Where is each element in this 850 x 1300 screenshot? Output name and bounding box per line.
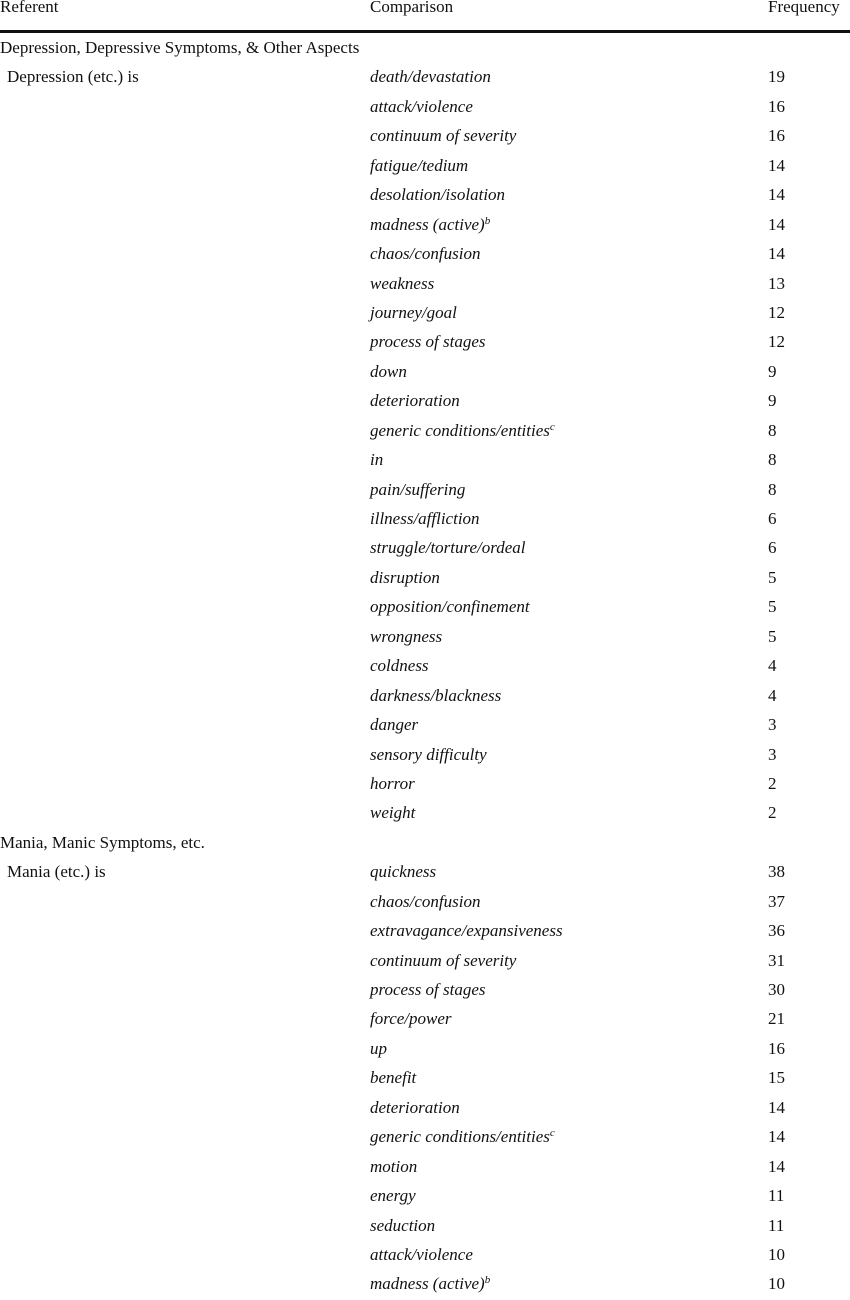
comparison-cell	[370, 1211, 435, 1240]
section-title: Depression, Depressive Symptoms, & Other Aspects	[0, 38, 360, 57]
comparison-text: journey/goal	[370, 302, 457, 322]
frequency-cell: 12	[768, 302, 785, 322]
comparison-cell	[370, 651, 429, 680]
frequency-cell: 16	[768, 126, 785, 146]
footnote-marker: b	[484, 214, 491, 227]
comparison-text: up	[370, 1038, 387, 1058]
comparison-cell	[370, 533, 526, 562]
table-row	[0, 592, 850, 621]
comparison-cell	[370, 239, 481, 268]
table-body	[0, 33, 850, 1299]
comparison-text: seduction	[370, 1215, 436, 1235]
table-row	[0, 121, 850, 150]
comparison-cell	[370, 592, 530, 621]
comparison-text: desolation/isolation	[370, 185, 506, 205]
frequency-cell: 6	[768, 509, 777, 528]
table-row	[0, 916, 850, 945]
table-row	[0, 740, 850, 769]
table-header	[0, 0, 850, 33]
comparison-cell	[370, 1122, 555, 1151]
frequency-cell: 5	[768, 567, 777, 587]
comparison-cell	[370, 563, 440, 592]
table-row	[0, 445, 850, 474]
comparison-text: benefit	[370, 1068, 417, 1088]
comparison-cell	[370, 445, 383, 474]
frequency-cell: 30	[768, 980, 785, 999]
comparison-text: continuum of severity	[370, 950, 517, 970]
comparison-text: illness/affliction	[370, 509, 480, 528]
frequency-cell: 37	[768, 891, 785, 911]
comparison-text: chaos/confusion	[370, 244, 481, 264]
comparison-cell	[370, 151, 468, 180]
comparison-cell	[370, 327, 486, 356]
comparison-cell	[370, 1063, 416, 1092]
comparison-text: madness (active)	[370, 214, 485, 234]
table-row	[0, 710, 850, 739]
comparison-cell	[370, 857, 436, 886]
frequency-cell: 15	[768, 1068, 785, 1088]
frequency-cell: 5	[768, 597, 777, 617]
frequency-cell: 4	[768, 685, 777, 705]
comparison-cell	[370, 916, 563, 945]
frequency-cell: 16	[768, 96, 785, 116]
comparison-cell	[370, 769, 415, 798]
frequency-cell: 8	[768, 420, 777, 440]
comparison-text: weakness	[370, 273, 435, 293]
frequency-cell: 6	[768, 538, 777, 558]
table-row	[0, 298, 850, 327]
comparison-cell	[370, 975, 486, 1004]
comparison-cell	[370, 386, 460, 415]
comparison-cell	[370, 1181, 416, 1210]
table-row	[0, 946, 850, 975]
comparison-text: continuum of severity	[370, 126, 517, 146]
comparison-text: generic conditions/entities	[370, 420, 550, 440]
comparison-text: motion	[370, 1156, 418, 1176]
comparison-cell	[370, 504, 480, 533]
table-row	[0, 1269, 850, 1298]
comparison-cell	[370, 887, 481, 916]
frequency-cell: 4	[768, 656, 777, 676]
section-title-row	[0, 828, 850, 857]
table-row	[0, 475, 850, 504]
frequency-cell: 14	[768, 1127, 785, 1147]
referent-label: Depression (etc.) is	[7, 67, 139, 87]
frequency-cell: 9	[768, 361, 777, 381]
comparison-cell	[370, 475, 465, 504]
header-frequency: Frequency	[768, 0, 840, 16]
table-row	[0, 180, 850, 209]
table-row	[0, 151, 850, 180]
table-row	[0, 563, 850, 592]
table-row	[0, 622, 850, 651]
frequency-cell: 10	[768, 1274, 785, 1294]
header-referent: Referent	[0, 0, 59, 16]
table-row	[0, 1063, 850, 1092]
comparison-cell	[370, 946, 516, 975]
frequency-cell: 19	[768, 67, 785, 87]
comparison-text: attack/violence	[370, 96, 473, 116]
frequency-cell: 3	[768, 744, 777, 764]
section-title-row	[0, 33, 850, 62]
comparison-cell	[370, 710, 418, 739]
frequency-cell: 11	[768, 1186, 785, 1206]
frequency-cell: 8	[768, 450, 777, 470]
comparison-cell	[370, 416, 555, 445]
comparison-text: opposition/confinement	[370, 597, 530, 617]
comparison-text: in	[370, 450, 384, 470]
table-row	[0, 1034, 850, 1063]
comparison-cell	[370, 1152, 417, 1181]
footnote-marker: b	[484, 1274, 491, 1287]
section-title: Mania, Manic Symptoms, etc.	[0, 832, 205, 852]
frequency-cell: 5	[768, 626, 777, 646]
frequency-cell: 3	[768, 715, 777, 735]
frequency-cell: 14	[768, 1156, 785, 1176]
comparison-text: attack/violence	[370, 1244, 473, 1264]
frequency-cell: 14	[768, 185, 785, 205]
table-row	[0, 210, 850, 239]
table-row	[0, 504, 850, 533]
frequency-cell: 9	[768, 391, 777, 411]
comparison-cell	[370, 622, 442, 651]
comparison-cell	[370, 180, 505, 209]
comparison-cell	[370, 298, 457, 327]
comparison-cell	[370, 121, 516, 150]
frequency-cell: 14	[768, 244, 785, 264]
table-row	[0, 1152, 850, 1181]
comparison-text: extravagance/expansiveness	[370, 921, 563, 941]
comparison-cell	[370, 798, 415, 827]
frequency-cell: 31	[768, 950, 785, 970]
table-row	[0, 1093, 850, 1122]
table-row	[0, 1211, 850, 1240]
frequency-cell: 21	[768, 1009, 785, 1029]
frequency-cell: 10	[768, 1244, 785, 1264]
table-row	[0, 327, 850, 356]
footnote-marker: c	[549, 1127, 555, 1140]
comparison-text: pain/suffering	[370, 479, 466, 499]
frequency-cell: 11	[768, 1215, 785, 1235]
comparison-cell	[370, 210, 490, 239]
comparison-text: process of stages	[370, 332, 486, 352]
comparison-text: death/devastation	[370, 67, 491, 87]
frequency-cell: 8	[768, 479, 777, 499]
comparison-text: deterioration	[370, 1097, 460, 1117]
comparison-text: horror	[370, 773, 415, 793]
comparison-text: weight	[370, 803, 416, 823]
table-row	[0, 62, 850, 91]
comparison-text: down	[370, 361, 407, 381]
comparison-text: coldness	[370, 656, 429, 676]
frequency-cell: 2	[768, 773, 777, 793]
comparison-text: wrongness	[370, 626, 443, 646]
comparison-cell	[370, 1093, 460, 1122]
comparison-text: energy	[370, 1186, 416, 1206]
table-row	[0, 1004, 850, 1033]
table-row	[0, 1240, 850, 1269]
comparison-cell	[370, 269, 434, 298]
comparison-text: generic conditions/entities	[370, 1127, 550, 1147]
table-row	[0, 681, 850, 710]
table-row	[0, 357, 850, 386]
comparison-text: deterioration	[370, 391, 460, 411]
table-row	[0, 1122, 850, 1151]
table-row	[0, 857, 850, 886]
table-row	[0, 887, 850, 916]
frequency-cell: 12	[768, 332, 785, 352]
comparison-text: process of stages	[370, 980, 486, 999]
table-row	[0, 386, 850, 415]
comparison-text: force/power	[370, 1009, 452, 1029]
comparison-cell	[370, 1240, 473, 1269]
table-row	[0, 269, 850, 298]
frequency-cell: 36	[768, 921, 785, 941]
frequency-cell: 14	[768, 214, 785, 234]
comparison-text: quickness	[370, 862, 437, 882]
comparison-text: darkness/blackness	[370, 685, 502, 705]
frequency-cell: 14	[768, 155, 785, 175]
table-row	[0, 416, 850, 445]
comparison-text: struggle/torture/ordeal	[370, 538, 526, 558]
comparison-text: danger	[370, 715, 419, 735]
comparison-cell	[370, 1034, 387, 1063]
comparison-cell	[370, 62, 491, 91]
frequency-cell: 14	[768, 1097, 785, 1117]
comparison-cell	[370, 740, 487, 769]
frequency-cell: 16	[768, 1038, 785, 1058]
frequency-cell: 2	[768, 803, 777, 823]
frequency-cell: 13	[768, 273, 785, 293]
table-row	[0, 769, 850, 798]
table-row	[0, 533, 850, 562]
comparison-text: sensory difficulty	[370, 744, 487, 764]
comparison-cell	[370, 681, 501, 710]
comparison-text: madness (active)	[370, 1274, 485, 1294]
footnote-marker: c	[549, 420, 555, 433]
frequency-cell: 38	[768, 862, 785, 882]
table-row	[0, 239, 850, 268]
table-row	[0, 1181, 850, 1210]
table-row	[0, 798, 850, 827]
comparison-text: fatigue/tedium	[370, 155, 469, 175]
referent-label: Mania (etc.) is	[7, 862, 106, 882]
comparison-cell	[370, 1269, 490, 1298]
comparison-text: chaos/confusion	[370, 891, 481, 911]
comparison-cell	[370, 92, 473, 121]
table-row	[0, 92, 850, 121]
table-row	[0, 975, 850, 1004]
comparison-text: disruption	[370, 567, 440, 587]
comparison-cell	[370, 1004, 452, 1033]
comparison-cell	[370, 357, 407, 386]
header-comparison: Comparison	[370, 0, 454, 16]
table-row	[0, 651, 850, 680]
